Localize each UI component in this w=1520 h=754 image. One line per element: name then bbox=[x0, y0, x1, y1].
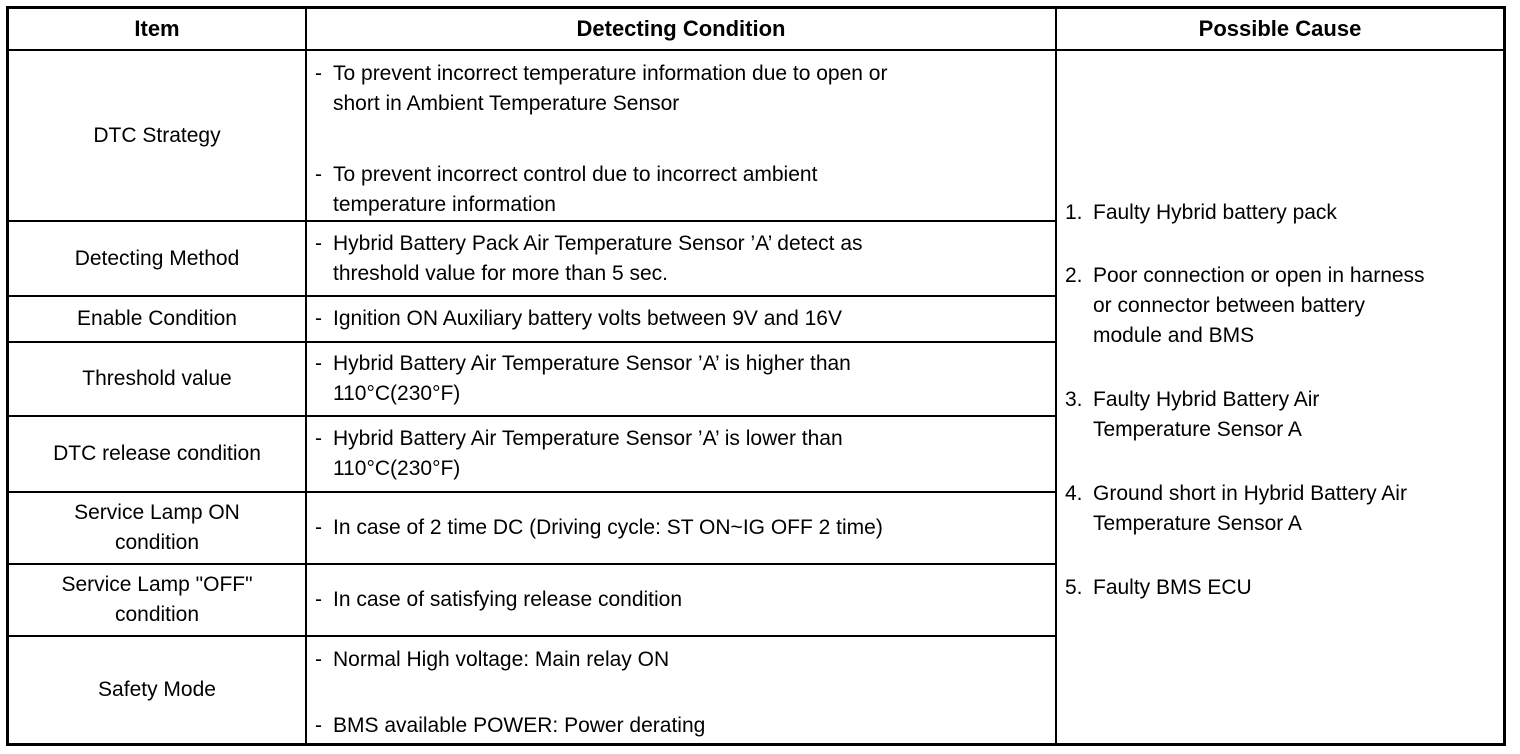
condition-text: In case of satisfying release condition bbox=[333, 588, 683, 611]
item-label: Threshold value bbox=[82, 367, 232, 390]
item-label: Enable Condition bbox=[77, 307, 237, 330]
cause-text: Faulty Hybrid Battery Air Temperature Sensor A bbox=[1093, 388, 1320, 441]
header-item bbox=[9, 9, 305, 49]
dash-bullet: - bbox=[315, 163, 322, 186]
cause-number: 1. bbox=[1065, 201, 1083, 224]
dash-bullet: - bbox=[315, 307, 322, 330]
condition-line bbox=[315, 349, 1049, 409]
cause-number: 2. bbox=[1065, 264, 1083, 287]
condition-line bbox=[315, 59, 1049, 119]
item-label: DTC release condition bbox=[53, 442, 261, 465]
condition-cell-threshold-value bbox=[307, 343, 1055, 415]
dash-bullet: - bbox=[315, 516, 322, 539]
condition-cell-detecting-method bbox=[307, 222, 1055, 295]
condition-cell-service-lamp-on bbox=[307, 493, 1055, 563]
cause-number: 4. bbox=[1065, 482, 1083, 505]
item-cell-service-lamp-off bbox=[9, 565, 305, 635]
dtc-table bbox=[6, 6, 1506, 746]
cause-item bbox=[1065, 573, 1495, 603]
condition-cell-safety-mode bbox=[307, 637, 1055, 743]
condition-line bbox=[315, 229, 1049, 289]
condition-text: To prevent incorrect control due to incorrect ambient temperature information bbox=[333, 163, 818, 216]
header-cause-label: Possible Cause bbox=[1198, 16, 1362, 41]
condition-line bbox=[315, 585, 1049, 615]
cause-text: Ground short in Hybrid Battery Air Temperature Sensor A bbox=[1093, 482, 1407, 535]
condition-cell-enable-condition bbox=[307, 297, 1055, 341]
dash-bullet: - bbox=[315, 231, 322, 255]
cause-text: Poor connection or open in harness or connector between battery module and BMS bbox=[1093, 264, 1425, 347]
condition-text: Normal High voltage: Main relay ON bbox=[333, 648, 670, 671]
header-condition-label: Detecting Condition bbox=[576, 16, 786, 41]
condition-line bbox=[315, 304, 1049, 334]
condition-line bbox=[315, 513, 1049, 543]
cause-item bbox=[1065, 385, 1495, 445]
dash-bullet: - bbox=[315, 588, 322, 611]
cause-text: Faulty BMS ECU bbox=[1093, 576, 1252, 599]
cause-item bbox=[1065, 198, 1495, 228]
header-item-label: Item bbox=[134, 16, 180, 41]
dash-bullet: - bbox=[315, 427, 322, 450]
item-label: Detecting Method bbox=[74, 246, 240, 270]
condition-text: In case of 2 time DC (Driving cycle: ST ON~IG OFF 2 time) bbox=[333, 516, 883, 539]
item-label: Service Lamp ON condition bbox=[74, 501, 240, 554]
condition-cell-dtc-strategy bbox=[307, 51, 1055, 220]
condition-cell-dtc-release-condition bbox=[307, 417, 1055, 491]
cause-number: 5. bbox=[1065, 576, 1083, 599]
item-cell-dtc-strategy bbox=[9, 51, 305, 220]
cause-number: 3. bbox=[1065, 388, 1083, 411]
item-label: DTC Strategy bbox=[93, 123, 221, 147]
item-label: Safety Mode bbox=[98, 678, 216, 701]
condition-text: To prevent incorrect temperature information due to open or short in Ambient Temperature Sensor bbox=[333, 62, 888, 115]
dash-bullet: - bbox=[315, 352, 322, 375]
condition-text: Hybrid Battery Air Temperature Sensor ’A’ is higher than 110°C(230°F) bbox=[333, 352, 851, 405]
dash-bullet: - bbox=[315, 648, 322, 671]
cause-item bbox=[1065, 479, 1495, 539]
cause-text: Faulty Hybrid battery pack bbox=[1093, 201, 1337, 224]
condition-text: Hybrid Battery Pack Air Temperature Sensor ’A’ detect as threshold value for more than 5 sec. bbox=[333, 231, 863, 285]
condition-text: Hybrid Battery Air Temperature Sensor ’A’ is lower than 110°C(230°F) bbox=[333, 427, 843, 480]
condition-line bbox=[315, 424, 1049, 484]
header-condition bbox=[307, 9, 1055, 49]
item-cell-dtc-release-condition bbox=[9, 417, 305, 491]
condition-text: Ignition ON Auxiliary battery volts between 9V and 16V bbox=[333, 307, 842, 330]
condition-line bbox=[315, 645, 1049, 675]
condition-line bbox=[315, 160, 1049, 220]
condition-line bbox=[315, 711, 1049, 741]
condition-cell-service-lamp-off bbox=[307, 565, 1055, 635]
dash-bullet: - bbox=[315, 714, 322, 737]
item-cell-detecting-method bbox=[9, 222, 305, 295]
condition-text: BMS available POWER: Power derating bbox=[333, 714, 706, 737]
item-cell-enable-condition bbox=[9, 297, 305, 341]
dash-bullet: - bbox=[315, 62, 322, 85]
item-cell-service-lamp-on bbox=[9, 493, 305, 563]
possible-cause-cell bbox=[1057, 51, 1503, 743]
cause-item bbox=[1065, 261, 1495, 351]
item-label: Service Lamp "OFF" condition bbox=[61, 573, 253, 626]
item-cell-threshold-value bbox=[9, 343, 305, 415]
header-cause bbox=[1057, 9, 1503, 49]
item-cell-safety-mode bbox=[9, 637, 305, 743]
